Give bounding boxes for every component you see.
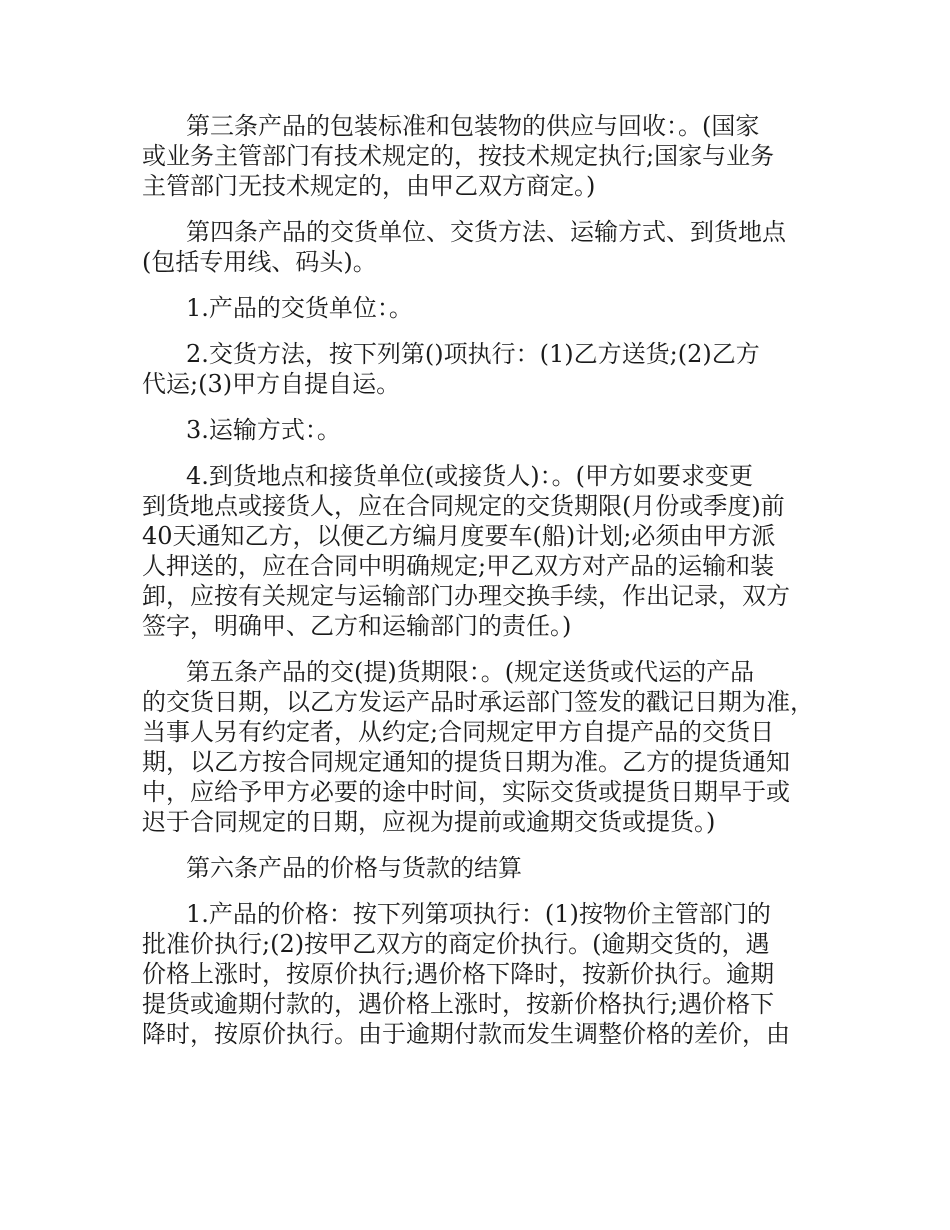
text-line: 1.产品的价格：按下列第项执行：(1)按物价主管部门的 xyxy=(186,900,771,928)
paragraph-item-4 xyxy=(142,461,818,641)
text-line: 卸，应按有关规定与运输部门办理交换手续，作出记录，双方 xyxy=(142,582,790,610)
paragraph-item-3 xyxy=(142,415,818,445)
text-line: 第五条产品的交(提)货期限：。(规定送货或代运的产品 xyxy=(186,658,755,686)
text-line: 的交货日期，以乙方发运产品时承运部门签发的戳记日期为准， xyxy=(142,688,814,716)
paragraph-item-1 xyxy=(142,293,818,323)
paragraph-article-5 xyxy=(142,657,818,837)
text-line: 第四条产品的交货单位、交货方法、运输方式、到货地点 xyxy=(186,218,786,246)
text-line: 代运;(3)甲方自提自运。 xyxy=(142,370,401,398)
text-line: 批准价执行;(2)按甲乙双方的商定价执行。(逾期交货的，遇 xyxy=(142,930,770,958)
text-line: 人押送的，应在合同中明确规定;甲乙双方对产品的运输和装 xyxy=(142,552,775,580)
paragraph-article-3 xyxy=(142,111,818,201)
text-line: 40天通知乙方，以便乙方编月度要车(船)计划;必须由甲方派 xyxy=(142,522,776,550)
text-line: 第三条产品的包装标准和包装物的供应与回收：。(国家 xyxy=(186,112,760,140)
text-line: 期，以乙方按合同规定通知的提货日期为准。乙方的提货通知 xyxy=(142,748,790,776)
text-line: 迟于合同规定的日期，应视为提前或逾期交货或提货。) xyxy=(142,808,716,836)
text-line: 价格上涨时，按原价执行;遇价格下降时，按新价执行。逾期 xyxy=(142,960,775,988)
text-line: 降时，按原价执行。由于逾期付款而发生调整价格的差价，由 xyxy=(142,1020,790,1048)
text-line: 提货或逾期付款的，遇价格上涨时，按新价格执行;遇价格下 xyxy=(142,990,775,1018)
paragraph-article-6 xyxy=(142,853,818,883)
paragraph-article-4 xyxy=(142,217,818,277)
text-line: 1.产品的交货单位：。 xyxy=(186,294,413,322)
paragraph-price-item-1 xyxy=(142,899,818,1049)
text-line: 中，应给予甲方必要的途中时间，实际交货或提货日期早于或 xyxy=(142,778,790,806)
text-line: 第六条产品的价格与货款的结算 xyxy=(186,854,522,882)
paragraph-item-2 xyxy=(142,339,818,399)
text-line: 4.到货地点和接货单位(或接货人)：。(甲方如要求变更 xyxy=(186,462,753,490)
text-line: 签字，明确甲、乙方和运输部门的责任。) xyxy=(142,612,572,640)
text-line: (包括专用线、码头)。 xyxy=(142,248,377,276)
document-page xyxy=(142,111,818,1065)
text-line: 3.运输方式：。 xyxy=(186,416,341,444)
text-line: 主管部门无技术规定的，由甲乙双方商定。) xyxy=(142,172,596,200)
text-line: 到货地点或接货人，应在合同规定的交货期限(月份或季度)前 xyxy=(142,492,785,520)
text-line: 当事人另有约定者，从约定;合同规定甲方自提产品的交货日 xyxy=(142,718,775,746)
text-line: 2.交货方法，按下列第()项执行：(1)乙方送货;(2)乙方 xyxy=(186,340,760,368)
text-line: 或业务主管部门有技术规定的，按技术规定执行;国家与业务 xyxy=(142,142,775,170)
